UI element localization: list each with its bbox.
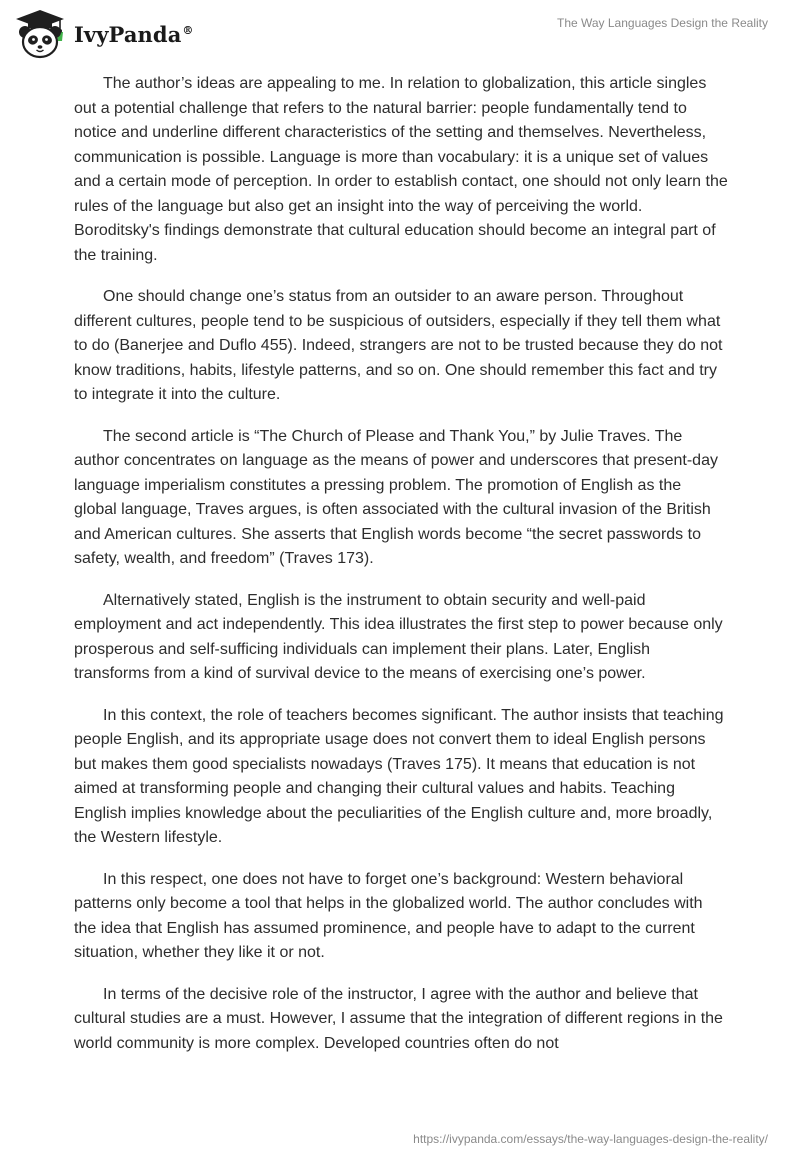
paragraph: In terms of the decisive role of the instructor, I agree with the author and believe that cultural studies are a must. However, I assume that the integration of different regions in the world community is more complex. Developed countries often do not: [74, 985, 723, 1052]
page-header: [0, 0, 800, 70]
paragraph: Alternatively stated, English is the instrument to obtain security and well-paid employment and act independently. This idea illustrates the first step to power because only prosperous and self-sufficing individuals can implement their plans. Later, English transforms from a kind of survival device to the means of exercising one’s power.: [74, 591, 723, 682]
paragraph: One should change one’s status from an outsider to an aware person. Throughout different cultures, people tend to be suspicious of outsiders, especially if they tell them what to do (Banerjee and Duflo 455). Indeed, strangers are not to be trusted because they do not know traditions, habits, lifestyle patterns, and so on. One should remember this fact and try to integrate it into the culture.: [74, 288, 723, 403]
source-url[interactable]: https://ivypanda.com/essays/the-way-languages-design-the-reality/: [413, 1132, 768, 1146]
panda-graduation-cap-icon: [12, 8, 68, 60]
paragraph: The second article is “The Church of Please and Thank You,” by Julie Traves. The author concentrates on language as the means of power and underscores that present-day language imperialism constitutes a pressing problem. The promotion of English as the global language, Traves argues, is often associated with the cultural invasion of the British and American cultures. She asserts that English words become “the secret passwords to safety, wealth, and freedom” (Traves 173).: [74, 427, 718, 567]
registered-mark: ®: [182, 23, 194, 37]
document-title: The Way Languages Design the Reality: [556, 16, 768, 30]
logo-text: IvyPanda: [74, 21, 182, 47]
essay-body: [74, 72, 728, 1073]
ivypanda-logo[interactable]: [12, 8, 194, 60]
paragraph: In this context, the role of teachers becomes significant. The author insists that teaching people English, and its appropriate usage does not convert them to ideal English persons but makes them good specialists nowadays (Traves 175). It means that education is not aimed at transforming people and changing their cultural values and habits. Teaching English implies knowledge about the peculiarities of the English culture and, more broadly, the Western lifestyle.: [74, 706, 724, 846]
logo-wordmark: [74, 22, 194, 47]
paragraph: In this respect, one does not have to forget one’s background: Western behavioral patterns only become a tool that helps in the globalized world. The author concludes with the idea that English has assumed prominence, and people have to adapt to the current situation, whether they like it or not.: [74, 870, 703, 961]
paragraph: The author’s ideas are appealing to me. In relation to globalization, this article singles out a potential challenge that refers to the natural barrier: people fundamentally tend to notice and underline different characteristics of the setting and themselves. Nevertheless, communication is possible. Language is more than vocabulary: it is a unique set of values and a certain mode of perception. In order to establish contact, one should not only learn the rules of the language but also get an insight into the way of perceiving the world. Boroditsky's findings demonstrate that cultural education should become an integral part of the training.: [74, 75, 728, 264]
